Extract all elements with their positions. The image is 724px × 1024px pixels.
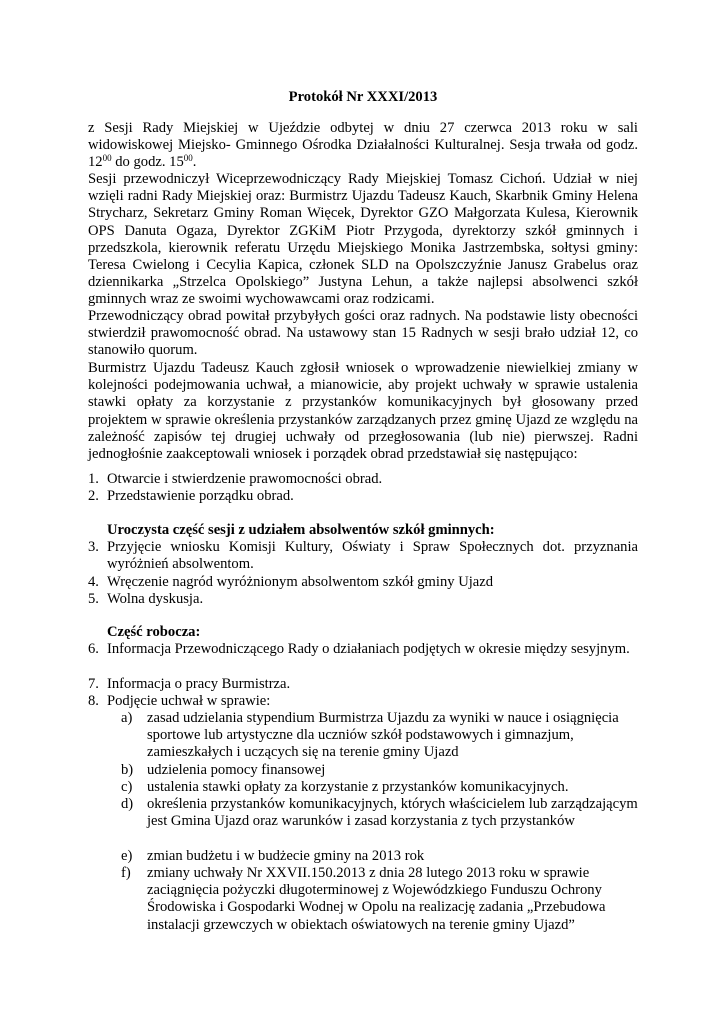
section-heading-ceremony: Uroczysta część sesji z udziałem absolwentów szkół gminnych: [107,522,495,538]
agenda-number: 1. [88,471,99,487]
agenda-text: Otwarcie i stwierdzenie prawomocności obrad. [107,471,383,487]
intro-sup-b: 00 [183,153,193,164]
sub-item-text: zmiany uchwały Nr XXVII.150.2013 z dnia 28 lutego 2013 roku w sprawie zaciągnięcia pożyczki długoterminowej z Wojewódzkiego Funduszu Ochrony Środowiska i Gospodarki Wodnej w Opolu na realizację zadania „Przebudowa instalacji grzewczych w obiektach oświatowych na terenie gminy Ujazd” [147,865,606,933]
intro-paragraph [88,120,638,172]
agenda-number: 7. [88,676,99,692]
sub-item-text: zmian budżetu i w budżecie gminy na 2013 rok [147,848,425,864]
agenda-number: 6. [88,641,99,657]
motion-paragraph: Burmistrz Ujazdu Tadeusz Kauch zgłosił wniosek o wprowadzenie niewielkiej zmiany w kolejności podejmowania uchwał, a mianowicie, aby projekt uchwały w sprawie ustalenia stawki opłaty za korzystanie z przystanków komunikacyjnych był głosowany przed projektem w sprawie określenia przystanków zarządzanych przez gminę Ujazd ze względu na zależność zapisów tej drugiej uchwały od przegłosowania (lub nie) pierwszej. Radni jednogłośnie zaakceptowali wniosek i porządek obrad przedstawiał się następująco: [88,360,638,463]
intro-sup-a: 00 [102,153,112,164]
sub-item-letter: a) [121,710,133,726]
agenda-text: Wręczenie nagród wyróżnionym absolwentom szkół gminy Ujazd [107,574,494,590]
agenda-number: 2. [88,488,99,504]
agenda-text: Informacja o pracy Burmistrza. [107,676,291,692]
sub-item-text: określenia przystanków komunikacyjnych, których właścicielem lub zarządzającym jest Gmina Ujazd oraz warunków i zasad korzystania z tych przystanków [147,796,638,830]
agenda-number: 5. [88,591,99,607]
sub-item-letter: e) [121,848,133,864]
intro-text-b: do godz. 15 [111,154,184,171]
document-title: Protokół Nr XXXI/2013 [288,89,438,105]
agenda-text: Informacja Przewodniczącego Rady o działaniach podjętych w okresie między sesyjnym. [107,641,630,657]
sub-item-letter: c) [121,779,133,795]
agenda-text: Przyjęcie wniosku Komisji Kultury, Oświaty i Spraw Społecznych dot. przyznania wyróżnień absolwentom. [107,539,638,573]
agenda-text: Podjęcie uchwał w sprawie: [107,693,271,709]
sub-item-letter: f) [121,865,131,881]
sub-item-text: ustalenia stawki opłaty za korzystanie z przystanków komunikacyjnych. [147,779,569,795]
section-heading-work: Część robocza: [107,624,201,640]
agenda-text: Wolna dyskusja. [107,591,204,607]
agenda-text: Przedstawienie porządku obrad. [107,488,294,504]
agenda-number: 4. [88,574,99,590]
intro-text-c: . [192,154,197,171]
sub-item-text: zasad udzielania stypendium Burmistrza Ujazdu za wyniki w nauce i osiągnięcia sportowe lub artystyczne dla uczniów szkół podstawowych i gimnazjum, zamieszkałych i uczących się na terenie gminy Ujazd [147,710,619,761]
quorum-paragraph: Przewodniczący obrad powitał przybyłych gości oraz radnych. Na podstawie listy obecności stwierdził prawomocność obrad. Na ustawowy stan 15 Radnych w sesji brało udział 12, co stanowiło quorum. [88,308,638,359]
sub-item-letter: b) [121,762,134,778]
sub-item-letter: d) [121,796,134,812]
sub-item-text: udzielenia pomocy finansowej [147,762,326,778]
chair-paragraph: Sesji przewodniczył Wiceprzewodniczący Rady Miejskiej Tomasz Cichoń. Udział w niej wzięli radni Rady Miejskiej oraz: Burmistrz Ujazdu Tadeusz Kauch, Skarbnik Gminy Helena Strycharz, Sekretarz Gminy Roman Więcek, Dyrektor GZO Małgorzata Kulesa, Kierownik OPS Danuta Ogaza, Dyrektor ZGKiM Piotr Przygoda, dyrektorzy szkół gminnych i przedszkola, kierownik referatu Urzędu Miejskiego Monika Jastrzembska, sołtysi gminy: Teresa Cwielong i Cecylia Kapica, członek SLD na Opolszczyźnie Janusz Grabelus oraz dziennikarka „Strzelca Opolskiego” Justyna Lehun, a także najlepsi absolwenci szkół gminnych wraz ze swoimi wychowawcami oraz rodzicami. [88,171,638,308]
agenda-number: 3. [88,539,99,555]
intro-text-a: z Sesji Rady Miejskiej w Ujeździe odbytej w dniu 27 czerwca 2013 roku w sali widowiskowej Miejsko- Gminnego Ośrodka Działalności Kulturalnej. Sesja trwała od godz. 12 [88,120,638,171]
agenda-number: 8. [88,693,99,709]
